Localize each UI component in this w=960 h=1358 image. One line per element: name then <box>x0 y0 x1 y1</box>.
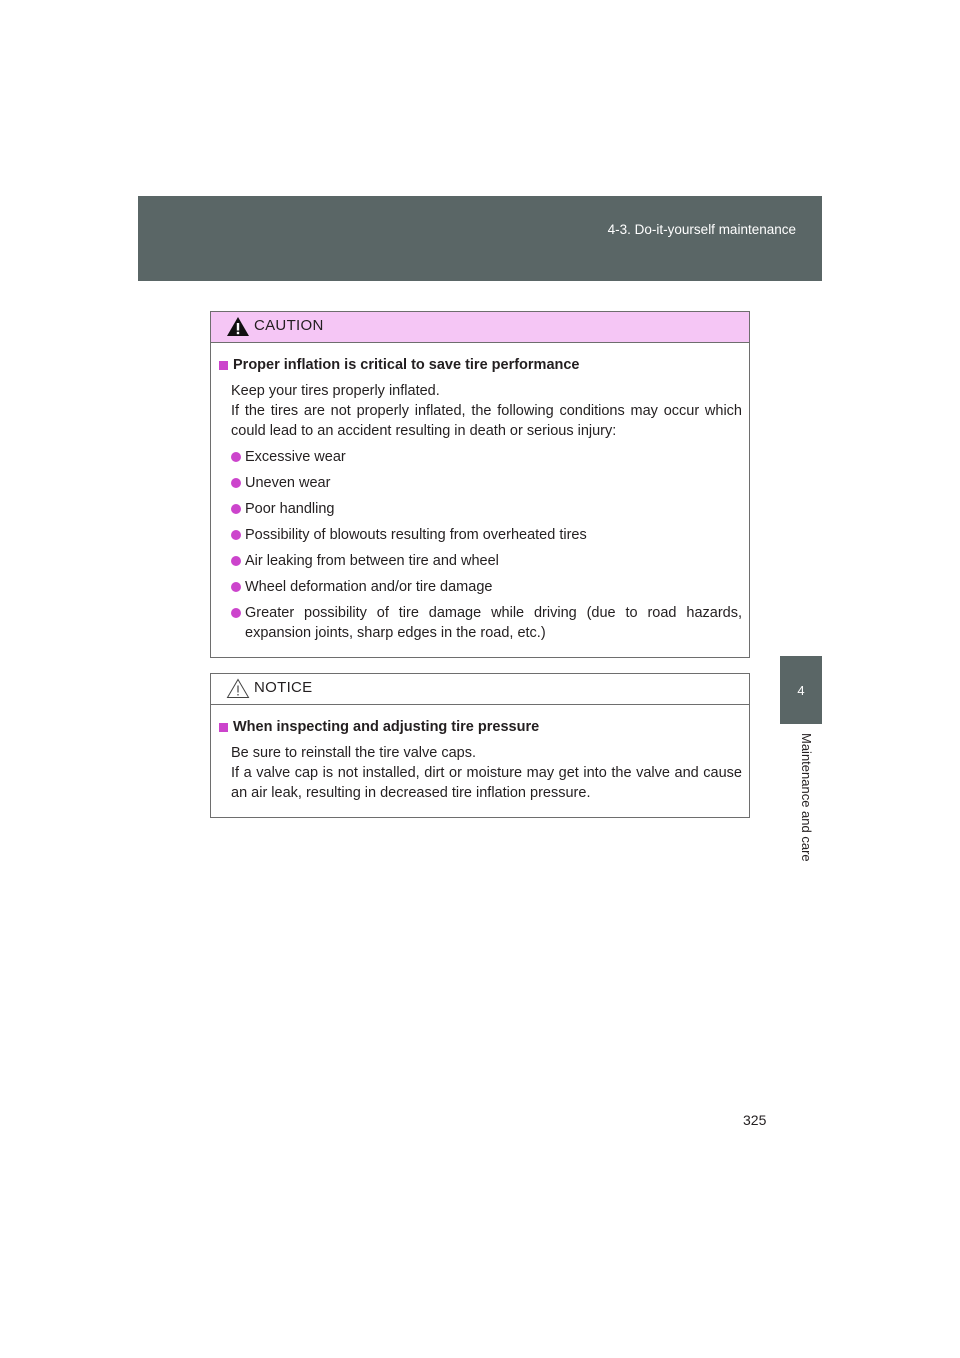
circle-bullet-icon <box>231 608 241 618</box>
chapter-number: 4 <box>797 682 805 698</box>
caution-intro: Keep your tires properly inflated. <box>231 383 440 399</box>
circle-bullet-icon <box>231 478 241 488</box>
header-band <box>138 196 822 281</box>
circle-bullet-icon <box>231 556 241 566</box>
caution-title: CAUTION <box>254 317 324 334</box>
notice-intro: Be sure to reinstall the tire valve caps. <box>231 745 477 761</box>
caution-body: If the tires are not properly inflated, the following conditions may occur which could lead to an accident resulting in death or serious injury: <box>231 403 742 439</box>
list-item-text: Excessive wear <box>245 449 346 465</box>
circle-bullet-icon <box>231 504 241 514</box>
list-item <box>231 577 742 597</box>
list-item-text: Greater possibility of tire damage while driving (due to road hazards, expansion joints, sharp edges in the road, etc.) <box>245 605 742 641</box>
warning-filled-icon <box>226 316 250 337</box>
list-item <box>231 447 742 467</box>
page-number: 325 <box>743 1112 767 1128</box>
chapter-label: Maintenance and care <box>799 733 814 862</box>
notice-heading <box>219 717 742 737</box>
list-item-text: Wheel deformation and/or tire damage <box>245 579 493 595</box>
notice-title: NOTICE <box>254 679 313 696</box>
square-bullet-icon <box>219 723 228 732</box>
notice-heading-text: When inspecting and adjusting tire pressure <box>233 719 540 735</box>
section-title: 4-3. Do-it-yourself maintenance <box>607 222 796 237</box>
list-item <box>231 551 742 571</box>
notice-header <box>211 674 749 705</box>
list-item-text: Possibility of blowouts resulting from overheated tires <box>245 527 587 543</box>
circle-bullet-icon <box>231 452 241 462</box>
caution-heading-text: Proper inflation is critical to save tire performance <box>233 357 580 373</box>
warning-outline-icon <box>226 678 250 699</box>
list-item <box>231 603 742 643</box>
list-item-text: Air leaking from between tire and wheel <box>245 553 499 569</box>
circle-bullet-icon <box>231 582 241 592</box>
notice-box <box>210 673 750 818</box>
circle-bullet-icon <box>231 530 241 540</box>
chapter-tab <box>780 656 822 724</box>
list-item-text: Poor handling <box>245 501 335 517</box>
list-item <box>231 473 742 493</box>
list-item-text: Uneven wear <box>245 475 331 491</box>
list-item <box>231 499 742 519</box>
notice-body: If a valve cap is not installed, dirt or moisture may get into the valve and cause an air leak, resulting in decreased tire inflation pressure. <box>231 765 742 801</box>
caution-box <box>210 311 750 658</box>
caution-heading <box>219 355 742 375</box>
square-bullet-icon <box>219 361 228 370</box>
list-item <box>231 525 742 545</box>
caution-header <box>211 312 749 343</box>
